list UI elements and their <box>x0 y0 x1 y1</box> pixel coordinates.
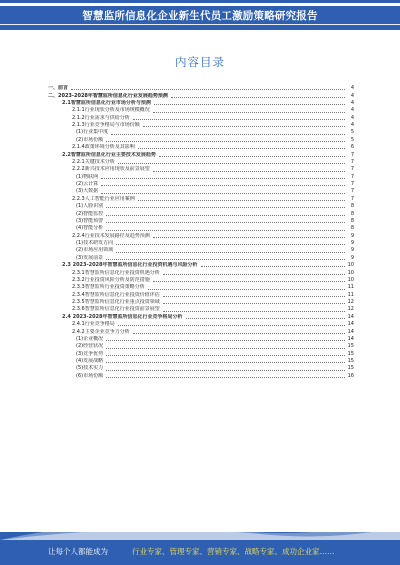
toc-entry-page-number: 14 <box>347 328 354 335</box>
toc-entry[interactable] <box>48 174 354 181</box>
toc-leader-dots <box>154 103 345 105</box>
toc-entry-page-number: 10 <box>347 276 354 283</box>
toc-leader-dots <box>118 162 345 164</box>
toc-entry-page-number: 14 <box>347 321 354 328</box>
header-bottom-stripe <box>0 24 400 25</box>
report-header-banner <box>0 0 400 30</box>
toc-entry[interactable] <box>48 151 354 158</box>
toc-entry[interactable] <box>48 107 354 114</box>
toc-leader-dots <box>106 376 345 378</box>
toc-entry-label: (3)大数据 <box>76 188 99 195</box>
toc-entry-label: 2.3.1智慧监所信息化行业投资机遇分析 <box>72 269 160 276</box>
toc-leader-dots <box>163 310 345 312</box>
toc-entry-page-number: 4 <box>350 92 354 99</box>
toc-entry-page-number: 11 <box>347 284 354 291</box>
toc-leader-dots <box>138 147 345 149</box>
toc-entry-label: (3)智能预警 <box>76 217 104 224</box>
table-of-contents <box>48 85 354 380</box>
toc-leader-dots <box>118 324 345 326</box>
toc-entry-label: (4)智能分析 <box>76 225 104 232</box>
toc-entry-label: (6)市场份额 <box>76 372 104 379</box>
toc-leader-dots <box>186 317 345 319</box>
toc-entry-page-number: 5 <box>350 136 354 143</box>
toc-entry[interactable] <box>48 144 354 151</box>
toc-entry[interactable] <box>48 306 354 313</box>
toc-entry-label: 2.2.2新兴技术应用现状及前景展望 <box>72 166 150 173</box>
toc-entry-label: 2.3 2023-2028年智慧监所信息化行业投资机遇与风险分析 <box>62 262 198 269</box>
toc-entry-label: 2.4.1行业竞争格局 <box>72 321 115 328</box>
toc-entry-label: 2.3.5智慧监所信息化行业重点投资领域 <box>72 299 160 306</box>
toc-entry-page-number: 15 <box>347 343 354 350</box>
report-title: 智慧监所信息化企业新生代员工激励策略研究报告 <box>82 10 318 22</box>
toc-leader-dots <box>153 236 345 238</box>
toc-leader-dots <box>116 243 345 245</box>
footer-wave-decoration <box>0 532 400 540</box>
toc-entry-label: 2.2.3人工智能行业应用案例 <box>72 195 135 202</box>
toc-entry-label: 2.3.2行业投资风险分析及防范措施 <box>72 276 150 283</box>
toc-entry-page-number: 14 <box>347 313 354 320</box>
toc-entry-page-number: 4 <box>350 114 354 121</box>
toc-entry-page-number: 11 <box>347 291 354 298</box>
toc-entry-label: 2.4.2主要企业竞争力分析 <box>72 328 130 335</box>
toc-leader-dots <box>106 140 345 142</box>
toc-leader-dots <box>101 184 345 186</box>
toc-entry-page-number: 7 <box>350 166 354 173</box>
toc-entry[interactable] <box>48 210 354 217</box>
toc-entry[interactable] <box>48 314 354 321</box>
toc-entry[interactable] <box>48 137 354 144</box>
footer-slogan-right: 行业专家、管理专家、营销专家、战略专家、成功企业家…… <box>132 547 335 556</box>
toc-entry-label: 2.2.4行业技术发展路径及趋势预测 <box>72 232 150 239</box>
toc-entry-page-number: 5 <box>350 129 354 136</box>
toc-leader-dots <box>101 177 345 179</box>
toc-entry-label: 2.1智慧监所信息化行业市场分析与预测 <box>62 99 151 106</box>
toc-leader-dots <box>101 192 345 194</box>
toc-entry-label: 一、前言 <box>48 85 69 92</box>
toc-leader-dots <box>71 88 345 90</box>
toc-entry[interactable] <box>48 247 354 254</box>
toc-entry[interactable] <box>48 262 354 269</box>
toc-leader-dots <box>159 155 345 157</box>
toc-entry-label: (1)物联网 <box>76 173 99 180</box>
header-top-stripe <box>0 3 400 6</box>
toc-leader-dots <box>133 118 345 120</box>
toc-leader-dots <box>143 125 345 127</box>
toc-leader-dots <box>106 229 345 231</box>
toc-entry[interactable] <box>48 365 354 372</box>
toc-entry[interactable] <box>48 292 354 299</box>
toc-entry-page-number: 16 <box>347 372 354 379</box>
toc-entry-label: (2)市场份额 <box>76 136 104 143</box>
toc-entry-page-number: 12 <box>347 299 354 306</box>
toc-entry-page-number: 15 <box>347 350 354 357</box>
toc-entry-label: (3)发展前景 <box>76 254 104 261</box>
toc-entry[interactable] <box>48 159 354 166</box>
toc-entry[interactable] <box>48 92 354 99</box>
toc-entry-page-number: 8 <box>350 210 354 217</box>
toc-entry-page-number: 7 <box>350 195 354 202</box>
toc-entry[interactable] <box>48 373 354 380</box>
toc-leader-dots <box>153 280 345 282</box>
toc-entry-label: 2.1.4政策环境分析及其影响 <box>72 144 135 151</box>
toc-entry[interactable] <box>48 188 354 195</box>
toc-entry-label: 2.2.1关键技术分析 <box>72 158 115 165</box>
toc-entry-page-number: 9 <box>350 240 354 247</box>
toc-entry-page-number: 4 <box>350 85 354 92</box>
toc-entry[interactable] <box>48 203 354 210</box>
toc-leader-dots <box>106 369 345 371</box>
toc-entry-page-number: 10 <box>347 269 354 276</box>
toc-entry-label: (1)技术研发方向 <box>76 240 114 247</box>
toc-entry-label: 2.3.3智慧监所行业投资策略分析 <box>72 284 145 291</box>
toc-entry[interactable] <box>48 321 354 328</box>
toc-entry[interactable] <box>48 218 354 225</box>
toc-entry[interactable] <box>48 100 354 107</box>
toc-entry[interactable] <box>48 358 354 365</box>
toc-entry[interactable] <box>48 255 354 262</box>
toc-leader-dots <box>163 295 345 297</box>
toc-entry-page-number: 4 <box>350 99 354 106</box>
toc-leader-dots <box>106 258 345 260</box>
toc-leader-dots <box>106 339 345 341</box>
toc-entry-label: (1)人脸识别 <box>76 203 104 210</box>
toc-entry-page-number: 14 <box>347 335 354 342</box>
toc-entry-page-number: 10 <box>347 262 354 269</box>
toc-leader-dots <box>171 96 345 98</box>
toc-entry-page-number: 7 <box>350 181 354 188</box>
toc-leader-dots <box>116 251 345 253</box>
toc-leader-dots <box>148 288 345 290</box>
toc-entry-label: (5)技术实力 <box>76 365 104 372</box>
toc-heading: 内容目录 <box>175 55 225 69</box>
toc-entry-page-number: 8 <box>350 217 354 224</box>
toc-entry-page-number: 15 <box>347 365 354 372</box>
toc-entry-page-number: 9 <box>350 254 354 261</box>
toc-entry-page-number: 7 <box>350 173 354 180</box>
toc-leader-dots <box>106 214 345 216</box>
toc-entry-label: (2)智能监控 <box>76 210 104 217</box>
toc-entry-label: (2)云计算 <box>76 181 99 188</box>
toc-entry[interactable] <box>48 351 354 358</box>
toc-entry[interactable] <box>48 225 354 232</box>
toc-entry-label: (4)发展战略 <box>76 358 104 365</box>
toc-entry[interactable] <box>48 277 354 284</box>
toc-leader-dots <box>163 273 345 275</box>
toc-entry-label: (3)竞争优势 <box>76 350 104 357</box>
toc-leader-dots <box>201 265 345 267</box>
toc-leader-dots <box>111 133 345 135</box>
toc-entry-page-number: 4 <box>350 107 354 114</box>
toc-leader-dots <box>106 354 345 356</box>
toc-entry-label: 2.3.6智慧监所信息化行业投资前景展望 <box>72 306 160 313</box>
toc-entry-page-number: 4 <box>350 122 354 129</box>
toc-leader-dots <box>106 347 345 349</box>
footer-slogan-left: 让每个人都能成为 <box>48 547 108 556</box>
toc-leader-dots <box>106 221 345 223</box>
toc-leader-dots <box>106 206 345 208</box>
toc-entry[interactable] <box>48 196 354 203</box>
toc-entry-page-number: 9 <box>350 247 354 254</box>
toc-entry[interactable] <box>48 115 354 122</box>
toc-entry-page-number: 7 <box>350 188 354 195</box>
toc-entry-label: (2)市场应用领域 <box>76 247 114 254</box>
toc-entry-label: 2.1.2行业需求与供给分析 <box>72 114 130 121</box>
toc-entry[interactable] <box>48 166 354 173</box>
toc-entry[interactable] <box>48 122 354 129</box>
toc-leader-dots <box>133 332 345 334</box>
toc-leader-dots <box>163 302 345 304</box>
toc-entry-label: (1)企业概况 <box>76 335 104 342</box>
toc-entry-page-number: 9 <box>350 232 354 239</box>
toc-entry-page-number: 7 <box>350 151 354 158</box>
toc-entry-page-number: 7 <box>350 158 354 165</box>
toc-entry-page-number: 15 <box>347 358 354 365</box>
toc-entry[interactable] <box>48 328 354 335</box>
toc-entry-label: 2.4 2023-2028年智慧监所信息化行业竞争格局分析 <box>62 313 183 320</box>
toc-entry[interactable] <box>48 129 354 136</box>
toc-entry[interactable] <box>48 240 354 247</box>
toc-entry-label: 2.1.1行业现状分析及市场规模概况 <box>72 107 150 114</box>
toc-leader-dots <box>106 361 345 363</box>
toc-entry[interactable] <box>48 299 354 306</box>
toc-entry-label: 2.3.4智慧监所信息化行业投资价值评估 <box>72 291 160 298</box>
toc-entry[interactable] <box>48 269 354 276</box>
toc-entry[interactable] <box>48 85 354 92</box>
toc-leader-dots <box>153 170 345 172</box>
toc-entry-label: 二、2023-2028年智慧监所信息化行业发展趋势预测 <box>48 92 168 99</box>
toc-entry-page-number: 8 <box>350 203 354 210</box>
toc-entry[interactable] <box>48 284 354 291</box>
toc-entry[interactable] <box>48 181 354 188</box>
toc-leader-dots <box>138 199 345 201</box>
toc-entry-page-number: 12 <box>347 306 354 313</box>
toc-entry-page-number: 8 <box>350 225 354 232</box>
toc-entry-label: 2.2智慧监所信息化行业主要技术发展趋势 <box>62 151 156 158</box>
toc-entry-label: 2.1.3行业竞争格局与市场份额 <box>72 122 140 129</box>
toc-entry-label: (2)经营状况 <box>76 343 104 350</box>
toc-entry[interactable] <box>48 336 354 343</box>
footer-banner <box>0 532 400 565</box>
toc-leader-dots <box>153 111 345 113</box>
toc-entry[interactable] <box>48 343 354 350</box>
toc-entry-page-number: 6 <box>350 144 354 151</box>
toc-entry-label: (1)行业集中度 <box>76 129 109 136</box>
toc-entry[interactable] <box>48 233 354 240</box>
